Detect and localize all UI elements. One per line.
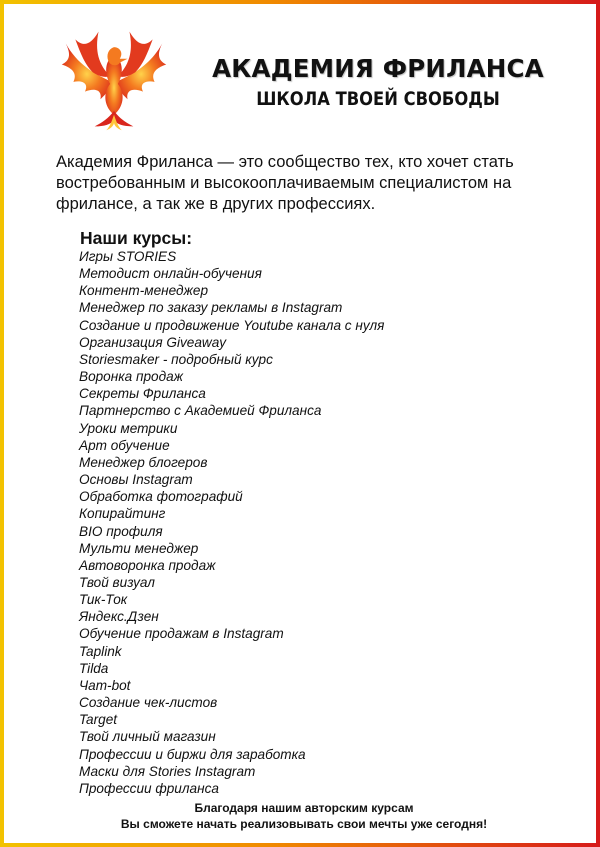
course-item: Организация Giveaway	[79, 334, 227, 350]
course-item: Твой личный магазин	[79, 729, 216, 745]
course-item: Storiesmaker - подробный курс	[79, 351, 273, 367]
course-item: Создание и продвижение Youtube канала с нуля	[79, 317, 385, 333]
course-item: Target	[79, 712, 118, 728]
page-title: АКАДЕМИЯ ФРИЛАНСА	[212, 54, 544, 83]
course-item: Воронка продаж	[79, 369, 184, 385]
course-item: Обработка фотографий	[79, 489, 243, 505]
footer-line-2: Вы сможете начать реализовывать свои мечты уже сегодня!	[120, 817, 488, 831]
course-item: Партнерство с Академией Фриланса	[79, 403, 322, 419]
course-item: Контент-менеджер	[79, 283, 209, 299]
course-item: Создание чек-листов	[79, 695, 218, 711]
course-item: Профессии и биржи для заработка	[79, 746, 306, 762]
footer-line-1: Благодаря нашим авторским курсам	[194, 801, 414, 815]
course-item: Менеджер по заказу рекламы в Instagram	[79, 300, 343, 316]
course-item: Менеджер блогеров	[79, 454, 208, 470]
course-item: Taplink	[79, 643, 122, 659]
intro-paragraph: Академия Фриланса — это сообщество тех, кто хочет стать востребованным и высокооплачиваемым специалистом на фрилансе, а так же в других профессиях.	[56, 153, 514, 213]
course-item: Методист онлайн-обучения	[79, 266, 262, 282]
course-item: Чат-bot	[79, 677, 131, 693]
course-item: Твой визуал	[79, 574, 155, 590]
courses-heading: Наши курсы:	[80, 228, 193, 248]
course-item: Тик-Ток	[79, 592, 128, 608]
course-item: Яндекс.Дзен	[79, 609, 159, 625]
course-item: Автоворонка продаж	[79, 557, 216, 573]
course-item: Профессии фриланса	[79, 780, 219, 796]
course-item: Основы Instagram	[79, 472, 193, 488]
course-item: Уроки метрики	[79, 420, 178, 436]
course-item: Секреты Фриланса	[79, 386, 206, 402]
course-item: Tilda	[79, 660, 109, 676]
course-item: Обучение продажам в Instagram	[79, 626, 284, 642]
course-item: Арт обучение	[79, 437, 170, 453]
page-subtitle: ШКОЛА ТВОЕЙ СВОБОДЫ	[256, 88, 500, 110]
phoenix-icon	[56, 24, 172, 134]
course-item: Копирайтинг	[79, 506, 166, 522]
course-item: Игры STORIES	[79, 249, 177, 264]
course-list	[79, 248, 384, 797]
course-item: BIO профиля	[79, 523, 163, 539]
course-item: Мульти менеджер	[79, 540, 199, 556]
course-item: Маски для Stories Instagram	[79, 763, 256, 779]
